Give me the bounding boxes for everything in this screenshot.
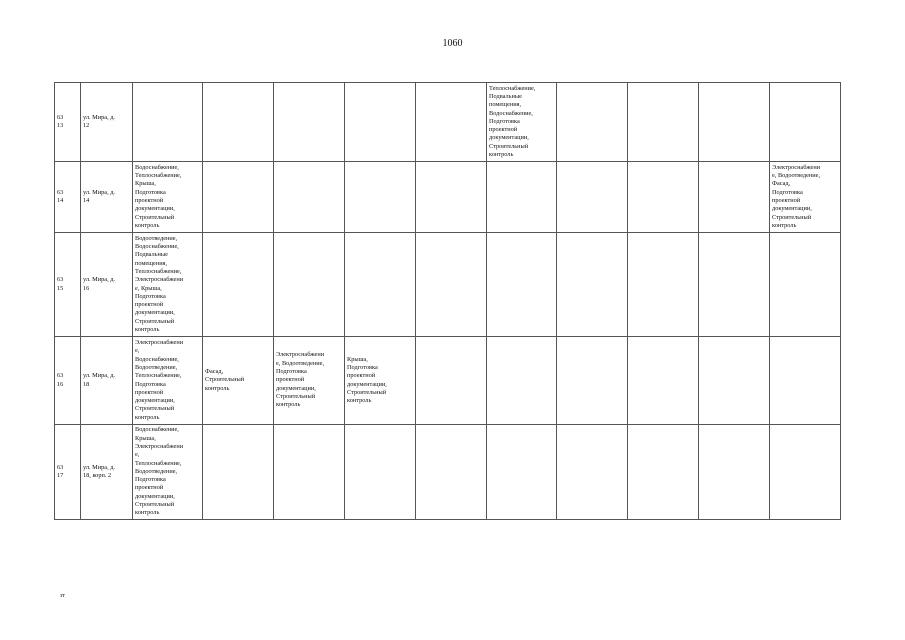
table-cell <box>487 233 557 337</box>
table-cell <box>699 337 770 425</box>
table-row <box>55 337 841 425</box>
table-cell: Фасад, Строительный контроль <box>203 337 274 425</box>
footer-mark: зт <box>60 593 65 599</box>
table-cell <box>557 337 628 425</box>
table-cell <box>628 162 699 233</box>
table-cell: Водоотведение, Водоснабжение, Подвальные помещения, Теплоснабжение, Электроснабжени е, Крыша, Подготовка проектной документации, Строительный контроль <box>133 233 203 337</box>
table-cell <box>416 337 487 425</box>
table-cell <box>487 425 557 520</box>
table-cell: Крыша, Подготовка проектной документации, Строительный контроль <box>345 337 416 425</box>
table-cell <box>557 83 628 162</box>
table-cell <box>203 233 274 337</box>
table-cell <box>203 162 274 233</box>
table-row <box>55 233 841 337</box>
row-number-cell: 63 17 <box>55 425 81 520</box>
table-cell <box>770 233 841 337</box>
table-cell <box>557 425 628 520</box>
table-cell: Водоснабжение, Теплоснабжение, Крыша, Подготовка проектной документации, Строительный контроль <box>133 162 203 233</box>
table-cell <box>274 83 345 162</box>
row-number-cell: 63 15 <box>55 233 81 337</box>
table-cell <box>628 83 699 162</box>
table-cell <box>699 233 770 337</box>
table-row <box>55 162 841 233</box>
page-number: 1060 <box>442 38 463 49</box>
table-row <box>55 83 841 162</box>
table-cell <box>557 162 628 233</box>
table-cell: Электроснабжени е, Водоснабжение, Водоотведение, Теплоснабжение, Подготовка проектной документации, Строительный контроль <box>133 337 203 425</box>
table-cell: Электроснабжени е, Водоотведение, Подготовка проектной документации, Строительный контроль <box>274 337 345 425</box>
table-cell <box>345 425 416 520</box>
table-cell: Электроснабжени е, Водоотведение, Фасад, Подготовка проектной документации, Строительный контроль <box>770 162 841 233</box>
table-cell: Теплоснабжение, Подвальные помещения, Водоснабжение, Подготовка проектной документации, Строительный контроль <box>487 83 557 162</box>
address-cell: ул. Мира, д. 18 <box>81 337 133 425</box>
table-cell <box>487 337 557 425</box>
table-cell <box>628 233 699 337</box>
table-cell <box>274 162 345 233</box>
table-cell <box>274 233 345 337</box>
table-cell <box>133 83 203 162</box>
table-cell <box>557 233 628 337</box>
address-cell: ул. Мира, д. 18, корп. 2 <box>81 425 133 520</box>
row-number-cell: 63 13 <box>55 83 81 162</box>
table-cell <box>487 162 557 233</box>
works-schedule-table <box>54 82 841 520</box>
table-cell <box>770 337 841 425</box>
table-cell <box>770 83 841 162</box>
address-cell: ул. Мира, д. 16 <box>81 233 133 337</box>
table-cell <box>416 425 487 520</box>
table-cell <box>628 337 699 425</box>
address-cell: ул. Мира, д. 12 <box>81 83 133 162</box>
table-cell <box>416 233 487 337</box>
table-cell <box>416 83 487 162</box>
table-cell <box>203 425 274 520</box>
table-cell <box>770 425 841 520</box>
address-cell: ул. Мира, д. 14 <box>81 162 133 233</box>
row-number-cell: 63 16 <box>55 337 81 425</box>
table-cell <box>628 425 699 520</box>
table-cell <box>203 83 274 162</box>
table-cell <box>699 425 770 520</box>
table-cell: Водоснабжение, Крыша, Электроснабжени е, Теплоснабжение, Водоотведение, Подготовка проектной документации, Строительный контроль <box>133 425 203 520</box>
table-cell <box>699 83 770 162</box>
table-cell <box>345 83 416 162</box>
table-cell <box>416 162 487 233</box>
row-number-cell: 63 14 <box>55 162 81 233</box>
table-cell <box>699 162 770 233</box>
table-cell <box>274 425 345 520</box>
table-cell <box>345 162 416 233</box>
table-row <box>55 425 841 520</box>
table-cell <box>345 233 416 337</box>
